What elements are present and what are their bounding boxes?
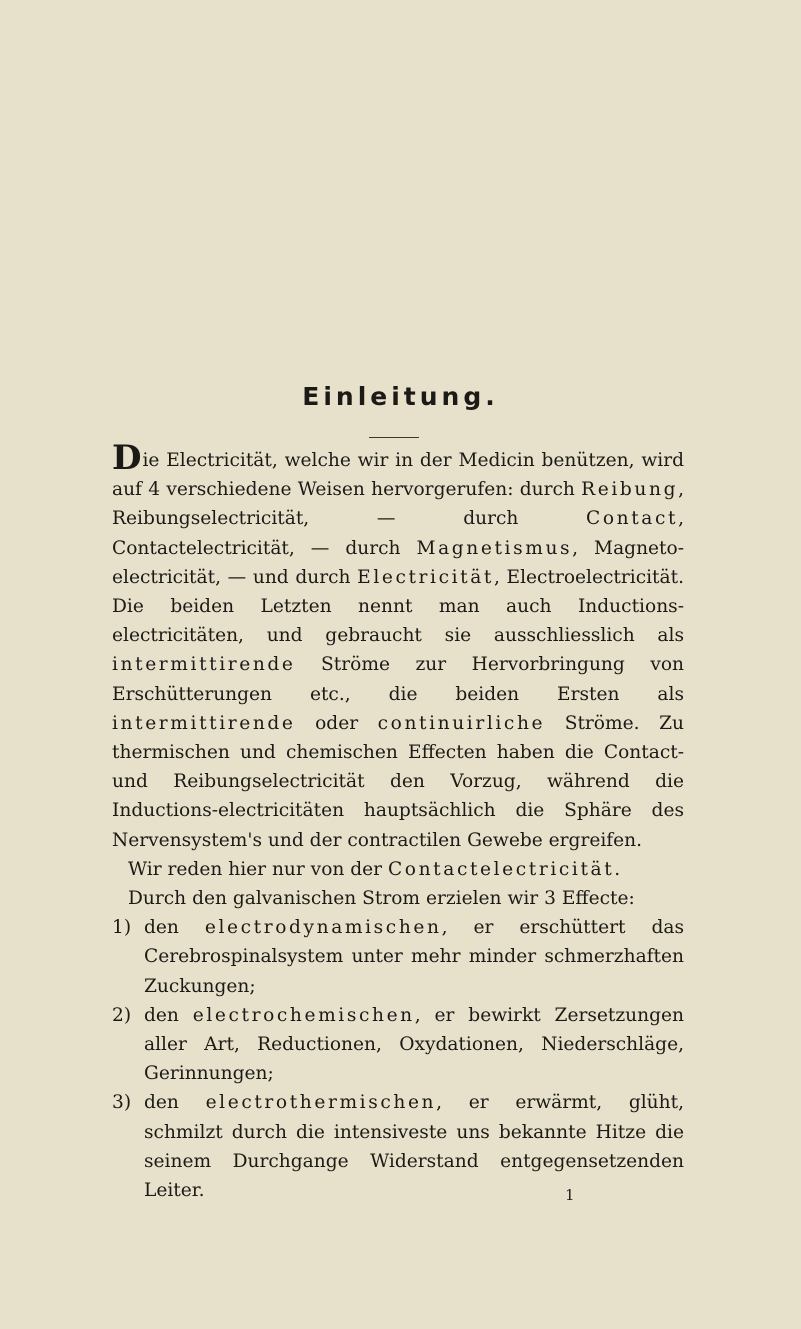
term-intermittirende-2: intermittirende <box>112 712 296 734</box>
chapter-body <box>112 438 685 1205</box>
intro-text-6: Ströme zur Hervorbringung von Erschütterungen etc., die beiden Ersten als <box>112 654 684 705</box>
term-electrodynamischen: electrodynamischen <box>204 917 442 939</box>
effects-list <box>112 913 684 1205</box>
intro-text-7: oder <box>295 712 378 734</box>
intro-text-2: , Reibungselectricität, — durch <box>112 479 684 530</box>
list-item-text <box>144 1088 684 1205</box>
term-continuirliche: continuirliche <box>377 712 546 734</box>
intro-text-1: ie Electricität, welche wir in der Medicin benützen, wird auf 4 verschiedene Weisen hervorgerufen: durch <box>112 450 684 501</box>
list-item-text <box>144 913 684 1001</box>
term-electrochemischen: electrochemischen <box>192 1004 415 1026</box>
intro-text-8: Ströme. Zu thermischen und chemischen Effecten haben die Contact- und Reibungselectricität den Vorzug, während die Inductions-electricitäten hauptsächlich die Sphäre des Nervensystem's und der contractilen Gewebe ergreifen. <box>112 712 684 851</box>
intro-text-5: , Electroelectricität. Die beiden Letzten nennt man auch Inductions-electricitäten, und gebraucht sie ausschliesslich als <box>112 566 685 647</box>
intro-text-4: , Magneto-electricität, — und durch <box>112 537 684 588</box>
term-magnetismus: Magnetismus <box>416 537 573 559</box>
page-number: 1 <box>565 1186 575 1204</box>
list-item-body: , er erschüttert das Cerebrospinalsystem unter mehr minder schmerzhaften Zuckungen; <box>144 917 685 997</box>
list-item <box>112 1088 684 1205</box>
list-item-prefix: den <box>144 917 205 939</box>
contact-text-1: Wir reden hier nur von der <box>128 858 388 880</box>
intro-text-3: , Contactelectricität, — durch <box>112 508 684 559</box>
contact-text-2: . <box>614 858 621 880</box>
list-item-body: , er bewirkt Zersetzungen aller Art, Reductionen, Oxydationen, Niederschläge, Gerinnungen; <box>144 1004 684 1085</box>
list-item-prefix: den <box>144 1004 193 1026</box>
list-item <box>112 913 684 1001</box>
chapter-title: Einleitung. <box>302 382 499 411</box>
term-contactelectricitaet: Contactelectricität <box>387 858 615 880</box>
term-electricitaet: Electricität <box>357 566 494 588</box>
term-reibung: Reibung <box>581 479 679 501</box>
list-item-text <box>144 1001 684 1089</box>
intro-paragraph <box>112 438 685 855</box>
term-electrothermischen: electrothermischen <box>205 1092 437 1114</box>
list-item <box>112 1001 684 1089</box>
list-item-number: 1) <box>112 917 132 939</box>
list-item-prefix: den <box>144 1092 206 1114</box>
term-contact: Contact <box>586 508 679 530</box>
term-intermittirende-1: intermittirende <box>112 654 296 676</box>
title-divider <box>369 437 419 438</box>
list-item-number: 3) <box>112 1092 132 1114</box>
contact-paragraph <box>112 855 684 884</box>
effects-intro: Durch den galvanischen Strom erzielen wir 3 Effecte: <box>128 888 635 910</box>
list-item-number: 2) <box>112 1004 132 1026</box>
list-item-body: , er erwärmt, glüht, schmilzt durch die intensiveste uns bekannte Hitze die seinem Durchgange Widerstand entgegensetzenden Leiter. <box>144 1092 684 1202</box>
drop-cap: D <box>112 438 142 478</box>
